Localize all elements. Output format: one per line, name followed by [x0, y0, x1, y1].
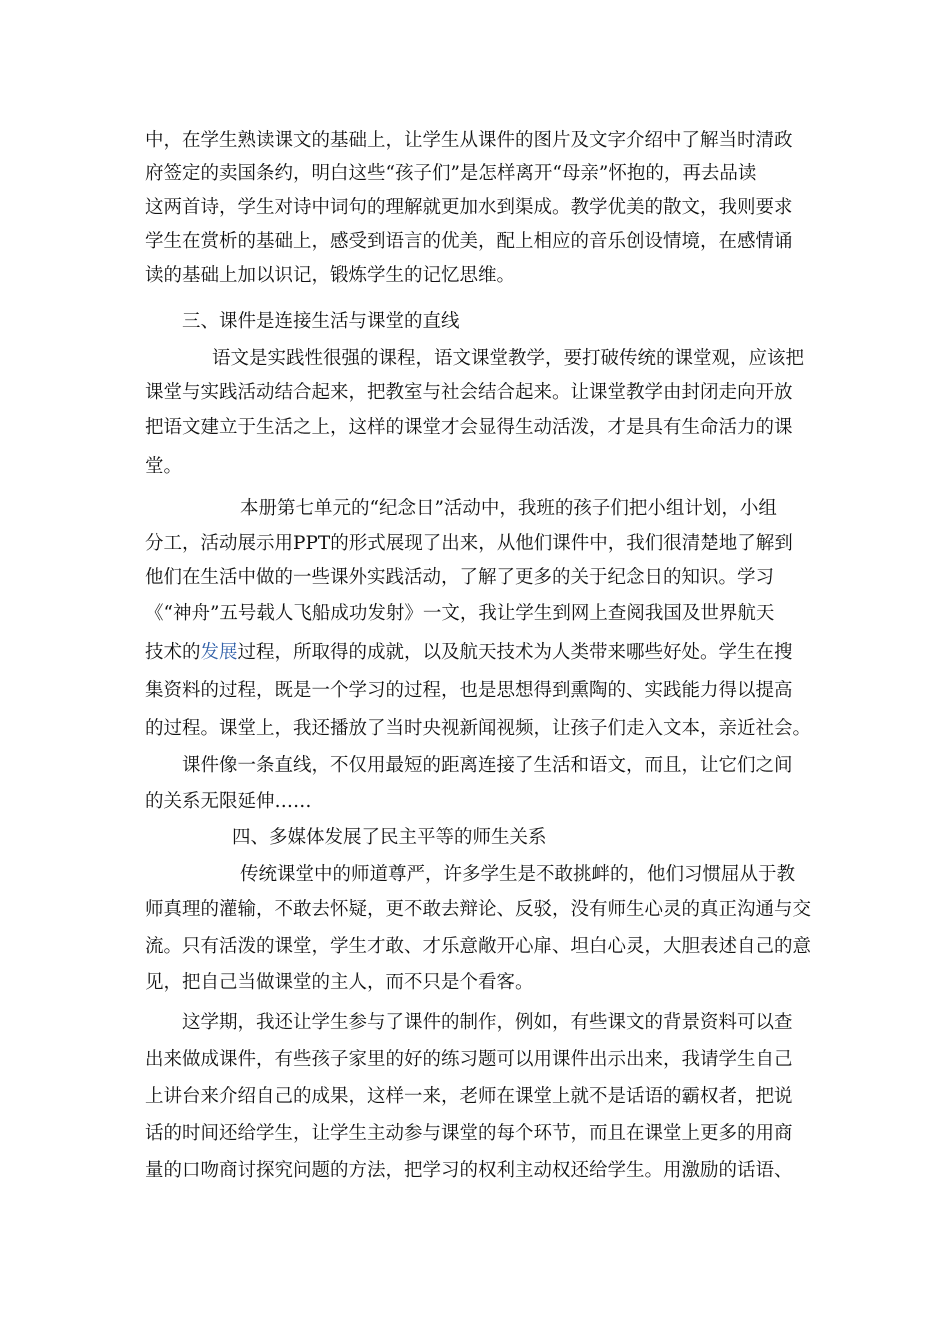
text-line: 课堂与实践活动结合起来，把教室与社会结合起来。让课堂教学由封闭走向开放: [145, 382, 793, 403]
text-line: 《“神舟”五号载人飞船成功发射》一文，我让学生到网上查阅我国及世界航天: [145, 603, 775, 624]
text-line: 分工，活动展示用PPT的形式展现了出来，从他们课件中，我们很清楚地了解到: [145, 533, 793, 554]
text-line: 中，在学生熟读课文的基础上，让学生从课件的图片及文字介绍中了解当时清政: [145, 130, 793, 151]
development-link[interactable]: 发展: [200, 642, 238, 663]
text-line: 读的基础上加以识记，锻炼学生的记忆思维。: [145, 265, 516, 286]
text-line: 的关系无限延伸……: [145, 791, 312, 812]
text-line: 本册第七单元的“纪念日”活动中，我班的孩子们把小组计划，小组: [240, 498, 777, 519]
section-heading-3: 三、课件是连接生活与课堂的直线: [182, 311, 460, 332]
text-segment: 技术的: [145, 642, 201, 663]
text-line-with-link: [145, 641, 810, 665]
text-line: 上讲台来介绍自己的成果，这样一来，老师在课堂上就不是话语的霸权者，把说: [145, 1086, 793, 1107]
text-line: 量的口吻商讨探究问题的方法，把学习的权利主动权还给学生。用激励的话语、: [145, 1160, 793, 1181]
text-line: 出来做成课件，有些孩子家里的好的练习题可以用课件出示出来，我请学生自己: [145, 1049, 793, 1070]
text-line: 师真理的灌输，不敢去怀疑，更不敢去辩论、反驳，没有师生心灵的真正沟通与交: [145, 899, 812, 920]
text-line: 的过程。课堂上，我还播放了当时央视新闻视频，让孩子们走入文本，亲近社会。: [145, 718, 812, 739]
text-line: 语文是实践性很强的课程，语文课堂教学，要打破传统的课堂观，应该把: [212, 348, 805, 369]
text-line: 学生在赏析的基础上，感受到语言的优美，配上相应的音乐创设情境，在感情诵: [145, 231, 793, 252]
text-line: 集资料的过程，既是一个学习的过程，也是思想得到熏陶的、实践能力得以提高: [145, 680, 793, 701]
text-line: 这学期，我还让学生参与了课件的制作，例如，有些课文的背景资料可以查: [182, 1012, 793, 1033]
text-line: 流。只有活泼的课堂，学生才敢、才乐意敞开心扉、坦白心灵，大胆表述自己的意: [145, 936, 812, 957]
text-line: 这两首诗，学生对诗中词句的理解就更加水到渠成。教学优美的散文，我则要求: [145, 197, 793, 218]
text-line: 传统课堂中的师道尊严，许多学生是不敢挑衅的，他们习惯屈从于教: [240, 864, 796, 885]
text-line: 把语文建立于生活之上，这样的课堂才会显得生动活泼，才是具有生命活力的课: [145, 417, 793, 438]
text-line: 见，把自己当做课堂的主人，而不只是个看客。: [145, 972, 534, 993]
text-line: 课件像一条直线，不仅用最短的距离连接了生活和语文，而且，让它们之间: [182, 755, 793, 776]
text-line: 府签定的卖国条约，明白这些“孩子们”是怎样离开“母亲”怀抱的，再去品读: [145, 163, 757, 184]
text-line: 他们在生活中做的一些课外实践活动，了解了更多的关于纪念日的知识。学习: [145, 567, 775, 588]
text-line: 堂。: [145, 456, 183, 477]
section-heading-4: 四、多媒体发展了民主平等的师生关系: [232, 827, 547, 848]
text-line: 话的时间还给学生，让学生主动参与课堂的每个环节，而且在课堂上更多的用商: [145, 1123, 793, 1144]
text-segment: 过程，所取得的成就，以及航天技术为人类带来哪些好处。学生在搜: [237, 642, 793, 663]
